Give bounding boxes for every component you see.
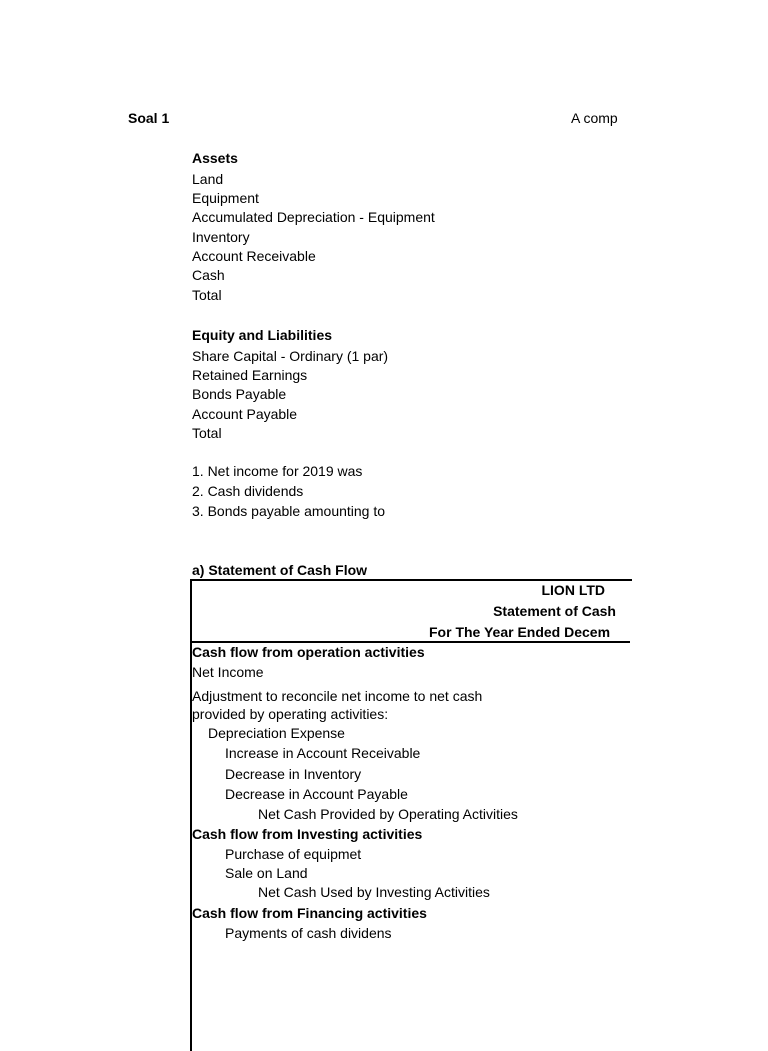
asset-item-inventory: Inventory [192, 229, 250, 245]
decrease-inventory-row: Decrease in Inventory [225, 766, 362, 782]
assets-heading: Assets [192, 150, 238, 166]
sale-land-row: Sale on Land [225, 865, 308, 881]
asset-item-accum-depreciation: Accumulated Depreciation - Equipment [192, 209, 435, 225]
increase-ar-row: Increase in Account Receivable [225, 745, 421, 761]
cashflow-section-title: a) Statement of Cash Flow [192, 562, 368, 578]
soal-label: Soal 1 [128, 110, 170, 126]
financing-heading: Cash flow from Financing activities [192, 905, 427, 921]
operating-heading: Cash flow from operation activities [192, 644, 425, 660]
asset-item-cash: Cash [192, 267, 225, 283]
adjustment-line-2: provided by operating activities: [192, 706, 389, 722]
net-operating-row: Net Cash Provided by Operating Activities [258, 806, 518, 822]
asset-item-account-receivable: Account Receivable [192, 248, 316, 264]
adjustment-line-1: Adjustment to reconcile net income to net cash [192, 688, 483, 704]
net-income-row: Net Income [192, 664, 264, 680]
equity-item-bonds-payable: Bonds Payable [192, 386, 287, 402]
payments-dividends-row: Payments of cash dividens [225, 925, 392, 941]
equity-item-share-capital: Share Capital - Ordinary (1 par) [192, 348, 389, 364]
asset-item-equipment: Equipment [192, 190, 259, 206]
asset-item-total: Total [192, 287, 222, 303]
depreciation-row: Depreciation Expense [208, 725, 345, 741]
note-3: 3. Bonds payable amounting to [192, 503, 386, 519]
statement-period: For The Year Ended Decem [429, 624, 611, 640]
purchase-equipment-row: Purchase of equipmet [225, 846, 362, 862]
equity-heading: Equity and Liabilities [192, 327, 333, 343]
equity-item-retained-earnings: Retained Earnings [192, 367, 308, 383]
net-investing-row: Net Cash Used by Investing Activities [258, 884, 490, 900]
investing-heading: Cash flow from Investing activities [192, 826, 423, 842]
intro-text: A comp [571, 110, 618, 126]
equity-item-account-payable: Account Payable [192, 406, 298, 422]
note-2: 2. Cash dividends [192, 483, 304, 499]
equity-item-total: Total [192, 425, 222, 441]
statement-title: Statement of Cash [493, 603, 616, 619]
asset-item-land: Land [192, 171, 224, 187]
note-1: 1. Net income for 2019 was [192, 463, 363, 479]
company-name: LION LTD [541, 582, 605, 598]
decrease-ap-row: Decrease in Account Payable [225, 786, 408, 802]
